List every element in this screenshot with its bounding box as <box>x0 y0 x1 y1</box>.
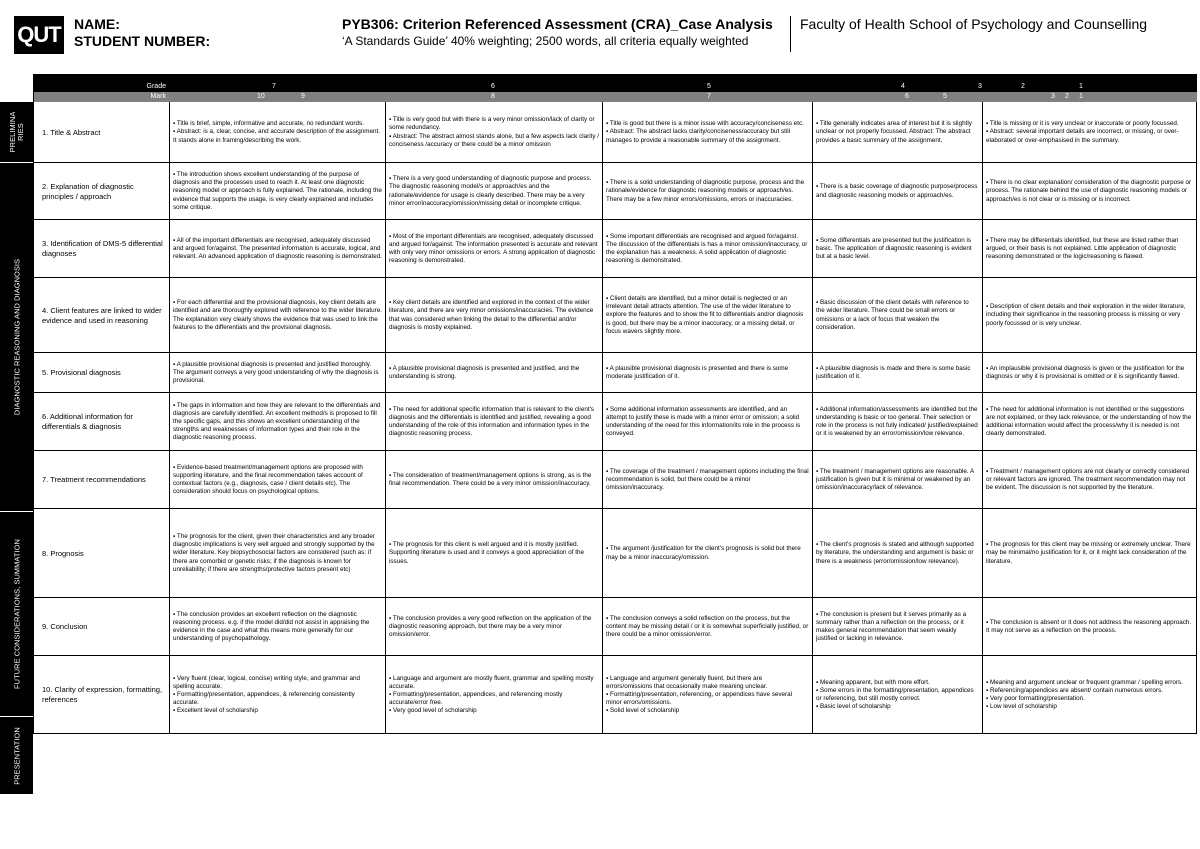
criterion-name: 8. Prognosis <box>33 509 170 598</box>
rubric-body <box>33 102 1197 734</box>
descriptor-text: ▪ For each differential and the provisional diagnosis, key client details are identified and are thoroughly explored with reference to the wider literature. The explanation very clearly shows the evidence that was used to link the features to the differentials and the provisional diagnosis. <box>173 299 382 331</box>
descriptor-text: ▪ There is no clear explanation/ consideration of the diagnostic purpose or process. The rationale behind the use of diagnostic reasoning models or approach/es is not clear or is missing or is incorrect. <box>986 179 1192 203</box>
assessment-info <box>342 16 792 50</box>
descriptor-text: ▪ The conclusion conveys a solid reflection on the process, but the content may be missing detail / or it is somewhat superficially justified, or there could be a minor omission/error. <box>606 614 809 639</box>
mark-2: 2 <box>1065 93 1069 100</box>
descriptor-text: ▪ The consideration of treatment/management options is strong, as is the final recommendation. There could be a very minor omission/inaccuracy. <box>389 471 592 487</box>
descriptor-text: ▪ The coverage of the treatment / management options including the final recommendation is solid, but there could be a minor omission/inaccuracy. <box>606 467 809 492</box>
mark-6: 6 <box>905 93 909 100</box>
qut-logo: QUT <box>14 16 64 54</box>
rubric-table <box>33 82 1197 734</box>
descriptor-text: ▪ The need for additional information is not identified or the suggestions are not explained, or they lack relevance, or the understanding of how the additional information would affect the process/why it is needed is not clearly demonstrated. <box>986 405 1192 438</box>
descriptor-cell-grade-5 <box>603 220 813 278</box>
descriptor-text: ▪ Treatment / management options are not clearly or correctly considered or relevant factors are ignored. The treatment recommendation may not be evident. The discussion is not supported by the literature. <box>986 467 1190 492</box>
descriptor-cell-grade-6 <box>386 220 603 278</box>
grade-6: 6 <box>491 83 495 90</box>
descriptor-text: ▪ Formatting/presentation, appendices, and referencing mostly accurate/error free. <box>389 690 563 707</box>
descriptor-text: ▪ A plausible provisional diagnosis is presented and justified thoroughly. The argument conveys a very good understanding of why the diagnosis is provisional. <box>173 360 379 385</box>
descriptor-cell-grade-7 <box>170 278 386 353</box>
grade-3: 3 <box>978 83 982 90</box>
descriptor-text: ▪ Abstract: is a, clear, concise, and accurate description of the assignment. It stands alone in framing/describing the work. <box>173 128 380 144</box>
descriptor-text: ▪ Abstract: The abstract almost stands alone, but a few aspects lack clarity / conciseness /accuracy or there could be a minor omission <box>389 132 600 148</box>
descriptor-text: ▪ Key client details are identified and explored in the context of the wider literature, and there are very minor omissions/inaccuracies. The evidence that was considered when linking the detail to the differential and/or diagnosis is mostly explained. <box>389 299 594 331</box>
criterion-name: 10. Clarity of expression, formatting, references <box>33 656 170 734</box>
descriptor-cell-grade-7 <box>170 353 386 393</box>
descriptor-cell-grade-5 <box>603 393 813 451</box>
section-preliminaries <box>0 102 33 163</box>
grade-2: 2 <box>1021 83 1025 90</box>
criterion-name: 7. Treatment recommendations <box>33 451 170 509</box>
descriptor-text: ▪ Some important differentials are recognised and argued for/against. The discussion of the differentials is has a minor omission/inaccuracy, or the explanation has a weakness. A solid application of diagnostic reasoning is demonstrated. <box>606 232 808 265</box>
criterion-row <box>33 163 1197 220</box>
descriptor-cell-grade-1 <box>983 102 1197 163</box>
descriptor-text: ▪ There is a solid understanding of diagnostic purpose, process and the rationale/evidence for diagnostic reasoning models or approach/es. There may be a few minor errors/omissions, errors or inaccuracies. <box>606 179 805 203</box>
descriptor-text: ▪ Meaning apparent, but with more effort. <box>816 678 930 686</box>
descriptor-cell-grade-6 <box>386 509 603 598</box>
descriptor-cell-grade-6 <box>386 656 603 734</box>
section-diagnostic <box>0 163 33 512</box>
descriptor-text: ▪ Basic discussion of the client details with reference to the wider literature. There could be small errors or omissions or a lack of focus that weaken the consideration. <box>816 299 969 331</box>
student-number-label: STUDENT NUMBER: <box>74 33 211 49</box>
descriptor-cell-grade-1 <box>983 598 1197 656</box>
mark-9: 9 <box>301 93 305 100</box>
descriptor-text: ▪ Title generally indicates area of interest but it is slightly unclear or not properly focussed. Abstract: The abstract provides a basic summary of the assignment. <box>816 120 972 144</box>
descriptor-cell-grade-1 <box>983 509 1197 598</box>
descriptor-text: ▪ Very poor formatting/presentation. <box>986 695 1085 702</box>
descriptor-text: ▪ The conclusion is present but it serves primarily as a summary rather than a reflection on the process, or it makes general recommendation that seem weakly justified or lacking in relevance. <box>816 610 967 643</box>
mark-1: 1 <box>1079 93 1083 100</box>
criterion-name: 5. Provisional diagnosis <box>33 353 170 393</box>
descriptor-text: ▪ Language and argument are mostly fluent, grammar and spelling mostly accurate. <box>389 674 594 690</box>
descriptor-text: ▪ All of the important differentials are recognised, adequately discussed and argued for/against. The presented information is accurate, logical, and relevant. An advanced application of diagnostic reasoning is demonstrated. <box>173 236 382 261</box>
criterion-name: 6. Additional information for differentials & diagnosis <box>33 393 170 451</box>
mark-8: 8 <box>491 93 495 100</box>
mark-10: 10 <box>257 93 265 100</box>
descriptor-cell-grade-4 <box>813 163 983 220</box>
descriptor-text: ▪ The gaps in information and how they are relevant to the differentials and diagnosis are carefully identified. An excellent method/s is proposed to fill the specific gaps, and this shows an excellent understanding of the strengths and weaknesses of information types and their role in the diagnostic reasoning process. <box>173 401 381 442</box>
descriptor-text: ▪ The need for additional specific information that is relevant to the client's diagnosis and the differentials is identified and justified, revealing a good understanding of the role of this information and information types in the diagnostic reasoning process. <box>389 405 594 438</box>
descriptor-text: ▪ The introduction shows excellent understanding of the purpose of diagnosis and the processes used to reach it. At least one diagnostic reasoning model or approach is fully explained. The rationale, including the evidence that supports the usage, is very clearly explained and includes some critique. <box>173 171 382 211</box>
descriptor-text: ▪ Formatting/presentation, appendices, & referencing consistently accurate. <box>173 690 355 707</box>
grade-label: Grade <box>33 82 170 92</box>
assessment-subtitle: ‘A Standards Guide’ 40% weighting; 2500 words, all criteria equally weighted <box>342 34 749 48</box>
criterion-name: 9. Conclusion <box>33 598 170 656</box>
criterion-row <box>33 220 1197 278</box>
rubric-top-bar <box>33 74 1197 82</box>
section-future <box>0 512 33 717</box>
descriptor-text: ▪ Evidence-based treatment/management options are proposed with supporting literature, and the final recommendation takes account of contextual factors (e.g., diagnosis, case / client details etc). The consideration should focus on psychological options. <box>173 463 363 496</box>
criterion-row <box>33 451 1197 509</box>
descriptor-text: ▪ There may be differentials identified, but these are listed rather than argued, or their basis is not explained. Little application of diagnostic reasoning demonstrated or the logic/reasoning is flawed. <box>986 236 1179 261</box>
criterion-name: 3. Identification of DMS-5 differential diagnoses <box>33 220 170 278</box>
criterion-row <box>33 102 1197 163</box>
assessment-title: PYB306: Criterion Referenced Assessment (CRA)_Case Analysis <box>342 16 773 32</box>
criterion-row <box>33 353 1197 393</box>
name-label: NAME: <box>74 16 120 32</box>
descriptor-text: ▪ Title is very good but with there is a very minor omission/lack of clarity or some redundancy. <box>389 116 595 132</box>
header-divider <box>790 16 791 52</box>
descriptor-cell-grade-1 <box>983 451 1197 509</box>
descriptor-text: ▪ An implausible provisional diagnosis is given or the justification for the diagnosis or why it is provisional is omitted or it is significantly flawed. <box>986 364 1185 380</box>
descriptor-text: ▪ Description of client details and their exploration in the wider literature, including their significance in the reasoning process is missing or very poorly focussed or is very unclear. <box>986 303 1186 327</box>
descriptor-cell-grade-4 <box>813 509 983 598</box>
section-presentation-label: PRESENTATION <box>12 726 21 785</box>
descriptor-cell-grade-6 <box>386 451 603 509</box>
descriptor-cell-grade-7 <box>170 393 386 451</box>
descriptor-cell-grade-1 <box>983 278 1197 353</box>
descriptor-cell-grade-7 <box>170 509 386 598</box>
descriptor-text: ▪ A plausible provisional diagnosis is presented and there is some moderate justification of it. <box>606 364 789 380</box>
descriptor-cell-grade-4 <box>813 393 983 451</box>
descriptor-cell-grade-5 <box>603 656 813 734</box>
descriptor-text: ▪ Basic level of scholarship <box>816 703 891 711</box>
descriptor-text: ▪ The argument /justification for the client's prognosis is solid but there may be a minor inaccuracy/omission. <box>606 545 801 561</box>
descriptor-cell-grade-7 <box>170 656 386 734</box>
descriptor-text: ▪ There is a very good understanding of diagnostic purpose and process. The diagnostic reasoning model/s or approach/es and the rationale/evidence for usage is clearly described. There may be a very minor error/inaccuracy/omission/missing detail or incomplete critique. <box>389 175 592 207</box>
descriptor-text: ▪ Solid level of scholarship <box>606 707 680 715</box>
section-presentation <box>0 717 33 795</box>
mark-label: Mark <box>33 92 170 102</box>
section-future-label: FUTURE CONSIDERATIONS, SUMMATION <box>12 539 21 689</box>
descriptor-cell-grade-6 <box>386 278 603 353</box>
mark-7: 7 <box>707 93 711 100</box>
descriptor-text: ▪ Title is missing or it is very unclear or inaccurate or poorly focussed. <box>986 120 1179 128</box>
mark-5: 5 <box>943 93 947 100</box>
descriptor-cell-grade-7 <box>170 451 386 509</box>
grade-1: 1 <box>1079 83 1083 90</box>
page-header <box>14 14 1194 54</box>
grade-header-row <box>33 82 1197 92</box>
descriptor-cell-grade-6 <box>386 393 603 451</box>
descriptor-text: ▪ Language and argument generally fluent, but there are errors/omissions that occasionally make meaning unclear. <box>606 674 768 690</box>
descriptor-cell-grade-7 <box>170 220 386 278</box>
descriptor-text: ▪ Very fluent (clear, logical, concise) writing style, and grammar and spelling accurate. <box>173 674 361 690</box>
descriptor-text: ▪ A plausible diagnosis is made and there is some basic justification of it. <box>816 364 971 380</box>
descriptor-text: ▪ Meaning and argument unclear or frequent grammar / spelling errors. <box>986 678 1183 686</box>
descriptor-text: ▪ Abstract: The abstract lacks clarity/conciseness/accuracy but still manages to provide a reasonable summary of the assignment. <box>606 128 791 144</box>
descriptor-cell-grade-5 <box>603 163 813 220</box>
descriptor-cell-grade-5 <box>603 102 813 163</box>
descriptor-cell-grade-4 <box>813 451 983 509</box>
descriptor-cell-grade-4 <box>813 278 983 353</box>
section-diagnostic-label: DIAGNOSTIC REASONING AND DIAGNOSIS <box>12 258 21 416</box>
criterion-row <box>33 656 1197 734</box>
descriptor-cell-grade-4 <box>813 598 983 656</box>
descriptor-text: ▪ Title is good but there is a minor issue with accuracy/conciseness etc. <box>606 120 804 128</box>
descriptor-text: ▪ Referencing/appendices are absent/ contain numerous errors. <box>986 686 1163 694</box>
descriptor-text: ▪ Some errors in the formatting/presentation, appendices or referencing, but still mostly correct. <box>816 686 974 702</box>
descriptor-cell-grade-7 <box>170 163 386 220</box>
descriptor-text: ▪ The conclusion is absent or it does not address the reasoning approach. It may not serve as a reflection on the process. <box>986 618 1192 634</box>
descriptor-text: ▪ There is a basic coverage of diagnostic purpose/process and diagnostic reasoning models or approach/es. <box>816 183 978 199</box>
descriptor-text: ▪ The prognosis for the client, given their characteristics and any broader diagnostic implications is very well argued and strongly supported by the wider literature. Key biopsychosocial factors are considered (such as: if there are comorbid or genetic risks; if the diagnosis is known for unreliability; if there are strengths/protective factors present etc) <box>173 533 375 573</box>
descriptor-cell-grade-4 <box>813 220 983 278</box>
descriptor-cell-grade-1 <box>983 220 1197 278</box>
descriptor-cell-grade-4 <box>813 656 983 734</box>
mark-header-row <box>33 92 1197 102</box>
descriptor-text: ▪ The conclusion provides an excellent reflection on the diagnostic reasoning process. e.g. if the model did/did not assist in appraising the evidence in the case and what this means more generally for our understanding of psychopathology. <box>173 610 370 643</box>
descriptor-cell-grade-6 <box>386 353 603 393</box>
criterion-row <box>33 278 1197 353</box>
descriptor-text: ▪ Some additional information assessments are identified, and an attempt to justify these is made with a minor error or omission; a solid understanding of the need for this information/its role in the process is conveyed. <box>606 405 801 438</box>
descriptor-cell-grade-5 <box>603 353 813 393</box>
descriptor-cell-grade-1 <box>983 656 1197 734</box>
descriptor-cell-grade-5 <box>603 278 813 353</box>
descriptor-cell-grade-6 <box>386 102 603 163</box>
descriptor-cell-grade-4 <box>813 353 983 393</box>
descriptor-cell-grade-5 <box>603 509 813 598</box>
descriptor-cell-grade-5 <box>603 598 813 656</box>
descriptor-cell-grade-1 <box>983 393 1197 451</box>
section-preliminaries-label: PRELIMINA RIES <box>7 111 25 153</box>
descriptor-text: ▪ The conclusion provides a very good reflection on the application of the diagnostic reasoning approach, but there may be a very minor omission/error. <box>389 614 592 639</box>
descriptor-text: ▪ The client's prognosis is stated and although supported by literature, the understanding and argument is basic or there is a weakness (error/omission/low relevance). <box>816 541 974 565</box>
faculty-name: Faculty of Health School of Psychology and Counselling <box>800 16 1148 32</box>
descriptor-cell-grade-6 <box>386 598 603 656</box>
descriptor-cell-grade-6 <box>386 163 603 220</box>
descriptor-text: ▪ The prognosis for this client may be missing or extremely unclear. There may be minimal/no justification for it, or it might lack consideration of the literature. <box>986 541 1191 565</box>
descriptor-cell-grade-1 <box>983 163 1197 220</box>
criterion-name: 4. Client features are linked to wider evidence and used in reasoning <box>33 278 170 353</box>
descriptor-cell-grade-5 <box>603 451 813 509</box>
descriptor-text: ▪ Most of the important differentials are recognised, adequately discussed and argued for/against. The information presented is accurate and relevant with only very minor omissions or errors. A strong application of diagnostic reasoning is demonstrated. <box>389 232 598 265</box>
descriptor-cell-grade-1 <box>983 353 1197 393</box>
descriptor-cell-grade-4 <box>813 102 983 163</box>
criterion-name: 2. Explanation of diagnostic principles / approach <box>33 163 170 220</box>
descriptor-cell-grade-7 <box>170 598 386 656</box>
criterion-name: 1. Title & Abstract <box>33 102 170 163</box>
descriptor-text: ▪ Additional information/assessments are identified but the understanding is basic or too general. Their selection or role in the process is not fully indicated/ justified/explained or it is weakened by an error/omission/low relevance. <box>816 405 978 438</box>
descriptor-text: ▪ The treatment / management options are reasonable. A justification is given but it is minimal or weakened by an omission/inaccuracy/lack of relevance. <box>816 467 974 492</box>
grade-7: 7 <box>272 83 276 90</box>
grade-5: 5 <box>707 83 711 90</box>
student-details <box>74 16 210 50</box>
descriptor-text: ▪ Abstract: several important details are incorrect, or missing, or over-elaborated or over-emphasised in the summary. <box>986 128 1179 144</box>
descriptor-text: ▪ The prognosis for this client is well argued and it is mostly justified. Supporting literature is used and it conveys a good appreciation of the issues. <box>389 541 584 565</box>
descriptor-text: ▪ Some differentials are presented but the justification is basic. The application of diagnostic reasoning is evident but at a basic level. <box>816 236 972 261</box>
grade-4: 4 <box>901 83 905 90</box>
descriptor-text: ▪ Very good level of scholarship <box>389 707 477 715</box>
descriptor-text: ▪ Formatting/presentation, referencing, or appendices have several minor errors/omissions. <box>606 690 792 707</box>
criterion-row <box>33 509 1197 598</box>
descriptor-text: ▪ Excellent level of scholarship <box>173 707 258 715</box>
descriptor-text: ▪ Low level of scholarship <box>986 703 1057 711</box>
descriptor-text: ▪ A plausible provisional diagnosis is presented and justified, and the understanding is strong. <box>389 364 580 380</box>
mark-3: 3 <box>1051 93 1055 100</box>
criterion-row <box>33 598 1197 656</box>
descriptor-cell-grade-7 <box>170 102 386 163</box>
descriptor-text: ▪ Title is brief, simple, informative and accurate, no redundant words. <box>173 120 364 128</box>
criterion-row <box>33 393 1197 451</box>
descriptor-text: ▪ Client details are identified, but a minor detail is neglected or an irrelevant detail attracts attention. The use of the wider literature to explore the features and to show the fit to differentials and/or diagnosis is good, but there may be a minor inaccuracy, or a missing detail, or focus wavers slightly more. <box>606 295 804 335</box>
